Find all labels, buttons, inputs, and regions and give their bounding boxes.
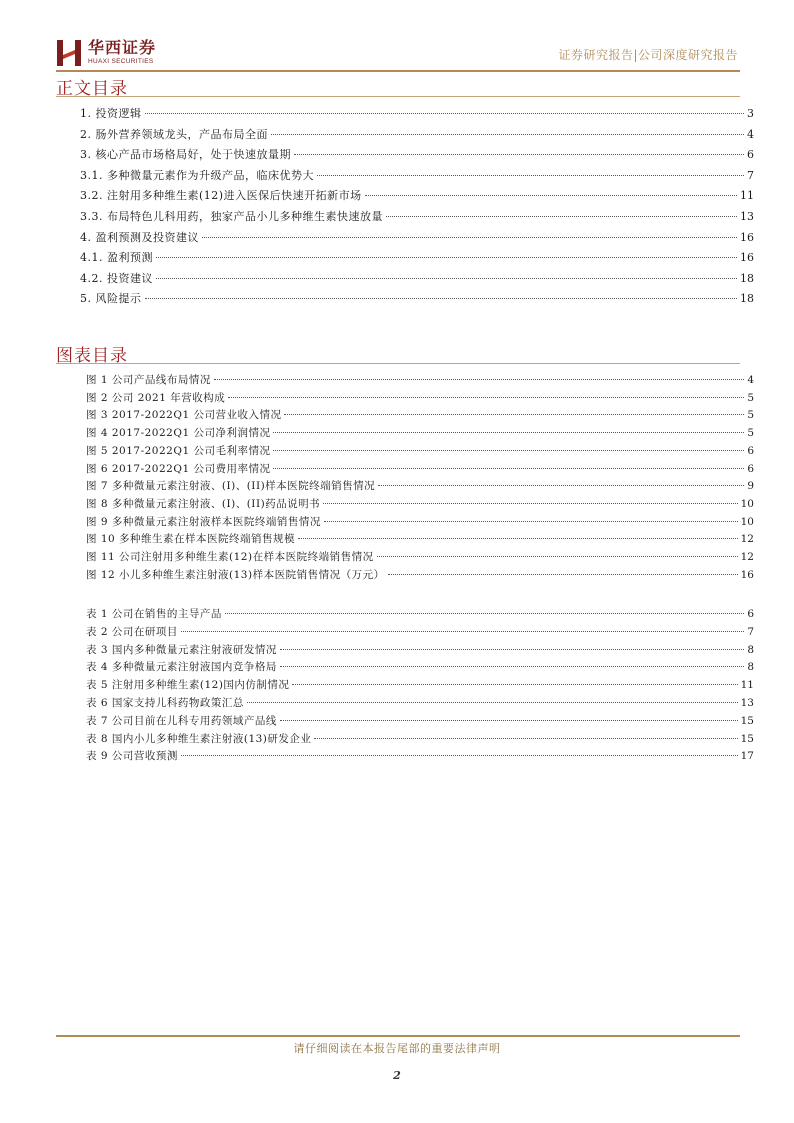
- toc-entry-page: 10: [740, 497, 754, 510]
- dot-leader: [202, 237, 737, 238]
- toc-entry-page: 7: [747, 625, 754, 638]
- toc-entry-label: 图 4 2017-2022Q1 公司净利润情况: [86, 427, 271, 440]
- dot-leader: [388, 574, 738, 575]
- dot-leader: [324, 521, 738, 522]
- toc-entry[interactable]: [86, 391, 754, 405]
- toc-entry-page: 16: [740, 568, 754, 581]
- dot-leader: [273, 432, 744, 433]
- toc-entry[interactable]: [80, 231, 754, 245]
- toc-entry-page: 12: [740, 551, 754, 563]
- toc-entry[interactable]: [86, 643, 754, 657]
- toc-entry-label: 5. 风险提示: [80, 292, 142, 306]
- toc-entry[interactable]: [86, 408, 754, 422]
- toc-entry[interactable]: [86, 426, 754, 440]
- toc-entry-label: 图 11 公司注射用多种维生素(12)在样本医院终端销售情况: [86, 551, 374, 563]
- dot-leader: [273, 468, 744, 469]
- toc-entry-page: 5: [747, 427, 754, 440]
- toc-entry-label: 图 7 多种微量元素注射液、(I)、(II)样本医院终端销售情况: [86, 480, 376, 493]
- toc-entry[interactable]: [86, 696, 754, 710]
- page-header: [56, 38, 740, 72]
- toc-entry-label: 图 9 多种微量元素注射液样本医院终端销售情况: [86, 515, 321, 528]
- toc-entry[interactable]: [80, 128, 754, 142]
- toc-entry-label: 图 12 小儿多种维生素注射液(13)样本医院销售情况（万元）: [86, 568, 385, 581]
- report-type-label: 证券研究报告|公司深度研究报告: [558, 48, 738, 62]
- toc-entry-page: 6: [747, 444, 754, 457]
- toc-entry-page: 4: [747, 127, 754, 141]
- dot-leader: [181, 755, 738, 756]
- header-divider: [56, 70, 740, 72]
- toc-entry[interactable]: [86, 550, 754, 564]
- toc-entry-label: 图 8 多种微量元素注射液、(I)、(II)药品说明书: [86, 497, 321, 510]
- toc-entry-label: 3. 核心产品市场格局好，处于快速放量期: [80, 148, 291, 162]
- toc-entry-page: 13: [740, 210, 754, 223]
- huaxi-logo-icon: [56, 38, 82, 68]
- toc-entry-page: 6: [747, 462, 754, 475]
- toc-entry[interactable]: [80, 210, 754, 224]
- dot-leader: [145, 113, 745, 114]
- toc-entry-page: 5: [747, 391, 754, 404]
- dot-leader: [280, 666, 744, 667]
- toc-entry-label: 图 3 2017-2022Q1 公司营业收入情况: [86, 409, 282, 422]
- toc-entry-page: 3: [747, 107, 754, 120]
- toc-entry[interactable]: [80, 189, 754, 203]
- toc-entry[interactable]: [80, 107, 754, 121]
- toc-entry[interactable]: [86, 607, 754, 621]
- dot-leader: [145, 298, 738, 299]
- toc-entry[interactable]: [86, 532, 754, 546]
- toc-entry-page: 12: [740, 533, 754, 546]
- dot-leader: [377, 556, 738, 557]
- dot-leader: [298, 538, 738, 539]
- toc-entry-label: 表 3 国内多种微量元素注射液研发情况: [86, 643, 277, 656]
- toc-entry-label: 表 8 国内小儿多种维生素注射液(13)研发企业: [86, 732, 312, 745]
- toc-entry[interactable]: [80, 292, 754, 306]
- dot-leader: [314, 738, 737, 739]
- dot-leader: [214, 379, 744, 380]
- brand-name-en: HUAXI SECURITIES: [88, 58, 154, 65]
- contents-title: 正文目录: [56, 79, 128, 99]
- toc-entry-label: 4. 盈利预测及投资建议: [80, 230, 199, 244]
- toc-entry[interactable]: [86, 714, 754, 728]
- dot-leader: [156, 257, 737, 258]
- contents-divider: [56, 96, 740, 97]
- toc-entry[interactable]: [86, 462, 754, 476]
- dot-leader: [323, 503, 737, 504]
- dot-leader: [280, 720, 738, 721]
- dot-leader: [284, 414, 744, 415]
- toc-entry-page: 9: [747, 480, 754, 493]
- toc-entry-label: 图 1 公司产品线布局情况: [86, 374, 211, 386]
- toc-entry-page: 13: [740, 697, 754, 709]
- dot-leader: [365, 195, 737, 196]
- toc-entry-label: 2. 肠外营养领域龙头，产品布局全面: [80, 127, 268, 141]
- toc-entry-page: 4: [747, 374, 754, 386]
- toc-entry-label: 4.2. 投资建议: [80, 271, 153, 285]
- dot-leader: [225, 613, 744, 614]
- toc-entry[interactable]: [86, 660, 754, 674]
- toc-entry-label: 图 2 公司 2021 年营收构成: [86, 391, 226, 404]
- footer-divider: [56, 1035, 740, 1037]
- toc-entry-label: 3.3. 布局特色儿科用药，独家产品小儿多种维生素快速放量: [80, 210, 383, 223]
- dot-leader: [294, 154, 744, 155]
- dot-leader: [228, 397, 744, 398]
- toc-entry[interactable]: [80, 272, 754, 286]
- toc-entry-page: 11: [740, 679, 754, 692]
- toc-entry[interactable]: [86, 444, 754, 458]
- toc-entry-page: 8: [747, 661, 754, 674]
- toc-entry-label: 表 5 注射用多种维生素(12)国内仿制情况: [86, 679, 290, 692]
- toc-entry-label: 表 1 公司在销售的主导产品: [86, 608, 222, 620]
- figures-divider: [56, 363, 740, 364]
- toc-entry-page: 7: [747, 168, 754, 182]
- brand-name-cn: 华西证券: [88, 38, 157, 57]
- toc-entry-label: 1. 投资逻辑: [80, 107, 142, 120]
- dot-leader: [386, 216, 737, 217]
- dot-leader: [273, 450, 744, 451]
- toc-entry-label: 4.1. 盈利预测: [80, 251, 153, 265]
- toc-entry[interactable]: [86, 515, 754, 529]
- toc-entry-page: 16: [740, 251, 754, 265]
- brand-logo-text: [88, 39, 156, 66]
- toc-entry-page: 15: [740, 732, 754, 745]
- dot-leader: [280, 649, 744, 650]
- dot-leader: [378, 485, 744, 486]
- toc-entry-page: 5: [747, 409, 754, 422]
- toc-entry-label: 图 6 2017-2022Q1 公司费用率情况: [86, 462, 271, 475]
- page-number: 2: [393, 1069, 401, 1082]
- toc-entry[interactable]: [80, 251, 754, 265]
- toc-entry-page: 16: [740, 230, 754, 244]
- toc-entry[interactable]: [86, 479, 754, 493]
- toc-entry-page: 11: [740, 189, 754, 203]
- toc-entry-page: 15: [740, 714, 754, 727]
- toc-entry[interactable]: [80, 169, 754, 183]
- toc-entry-page: 6: [747, 148, 754, 162]
- toc-entry-label: 图 10 多种维生素在样本医院终端销售规模: [86, 533, 296, 546]
- toc-entry-page: 6: [747, 608, 754, 620]
- toc-entry-page: 18: [740, 271, 754, 285]
- dot-leader: [292, 684, 737, 685]
- toc-entry-page: 18: [740, 292, 754, 306]
- toc-entry-page: 10: [740, 515, 754, 528]
- toc-entry-label: 3.2. 注射用多种维生素(12)进入医保后快速开拓新市场: [80, 189, 362, 203]
- toc-entry[interactable]: [86, 625, 754, 639]
- toc-entry-label: 3.1. 多种微量元素作为升级产品，临床优势大: [80, 168, 314, 182]
- toc-entry[interactable]: [86, 568, 754, 582]
- dot-leader: [271, 134, 744, 135]
- toc-entry-label: 表 9 公司营收预测: [86, 750, 178, 763]
- dot-leader: [181, 631, 744, 632]
- toc-entry[interactable]: [86, 732, 754, 746]
- toc-entry[interactable]: [80, 148, 754, 162]
- toc-entry-page: 8: [747, 643, 754, 656]
- legal-disclaimer-note: 请仔细阅读在本报告尾部的重要法律声明: [293, 1042, 501, 1055]
- figures-title: 图表目录: [56, 346, 128, 366]
- toc-entry-label: 表 7 公司目前在儿科专用药领域产品线: [86, 714, 277, 727]
- dot-leader: [247, 702, 738, 703]
- toc-entry-label: 表 6 国家支持儿科药物政策汇总: [86, 697, 244, 709]
- toc-entry-label: 表 4 多种微量元素注射液国内竞争格局: [86, 661, 277, 674]
- toc-entry[interactable]: [86, 497, 754, 511]
- dot-leader: [156, 278, 737, 279]
- toc-entry-label: 表 2 公司在研项目: [86, 625, 178, 638]
- toc-entry-page: 17: [740, 750, 754, 763]
- toc-entry[interactable]: [86, 678, 754, 692]
- dot-leader: [317, 175, 744, 176]
- toc-entry[interactable]: [86, 373, 754, 387]
- toc-entry[interactable]: [86, 749, 754, 763]
- toc-entry-label: 图 5 2017-2022Q1 公司毛利率情况: [86, 444, 271, 457]
